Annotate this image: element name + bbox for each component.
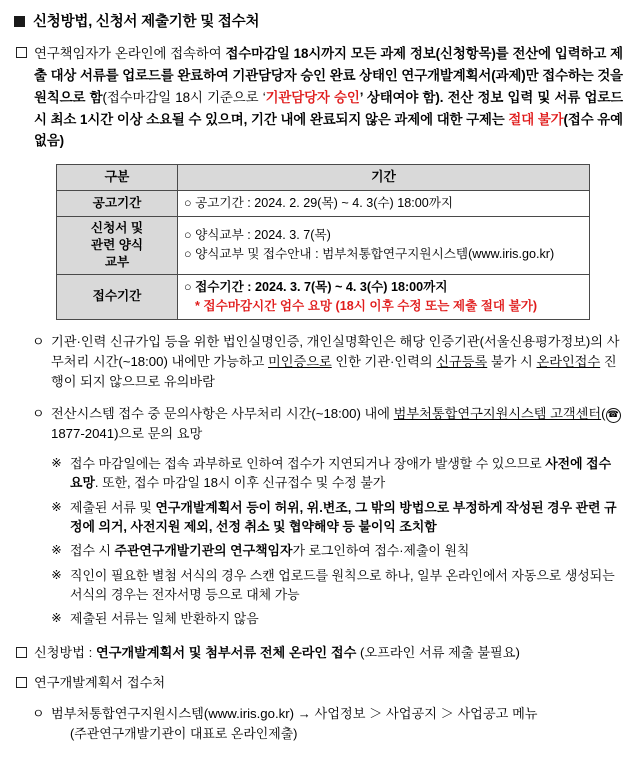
text-span: 신청방법 : <box>34 644 96 660</box>
text-span: 기관·인력 신규가입 등을 위한 법인실명인증, 개인실명확인은 해당 인증기관(서울신용평가정보)의 사무처리 시간(~18:00) 내에만 가능하고 <box>51 333 620 370</box>
text-span: 범부처통합연구지원시스템(www.iris.go.kr) → 사업정보 ＞ 사업공지 ＞ 사업공고 메뉴 <box>51 705 538 721</box>
table-cell-period <box>178 274 590 319</box>
table-cell-line: ○ 양식교부 및 접수안내 : 범부처통합연구지원시스템(www.iris.go.kr) <box>184 247 555 262</box>
checkbox-bullet-icon <box>16 47 27 58</box>
text-span: 접수마감일 18시까지 모든 과제 정보(신청항목)를 전산에 입력하고 제출 대상 서류를 업로드를 완료하여 기관담당자 승인 완료 상태인 연구개발계획서(과제)만 접수하는 것을 원칙으로 함 <box>34 46 623 105</box>
table-header-row <box>57 164 590 190</box>
asterisk-bullet-icon: ※ <box>51 543 62 558</box>
note-row <box>32 332 627 393</box>
asterisk-bullet-icon: ※ <box>51 455 62 470</box>
table-header-category: 구분 <box>57 164 178 190</box>
asterisk-note-row <box>50 566 627 605</box>
intro-paragraph <box>34 43 627 152</box>
text-span: 연구책임자가 온라인에 접속하여 <box>34 46 226 62</box>
submit-path-block <box>32 704 627 744</box>
submit-path-text <box>51 704 627 744</box>
text-span: 기관담당자 승인 <box>265 89 360 105</box>
submit-path-subnote: (주관연구개발기관이 대표로 온라인제출) <box>70 726 298 742</box>
submit-path-row <box>32 704 627 744</box>
asterisk-bullet-icon: ※ <box>51 499 62 514</box>
table-cell-line: * 접수마감시간 엄수 요망 (18시 이후 수정 또는 제출 절대 불가) <box>195 298 538 313</box>
asterisk-notes-block <box>50 454 627 629</box>
circle-bullet-icon: ㅇ <box>32 405 45 421</box>
text-span: . 또한, 접수 마감일 18시 이후 신규접수 및 수정 불가 <box>94 475 386 491</box>
asterisk-note-text <box>70 609 627 628</box>
table-row <box>57 274 590 319</box>
text-span: 불가 시 <box>487 354 537 370</box>
text-span: 신규등록 <box>436 354 488 370</box>
text-span: 사전에 접수 요망 <box>70 455 612 491</box>
asterisk-note-text <box>70 454 627 493</box>
table-cell-period <box>178 216 590 274</box>
table-body <box>57 190 590 319</box>
square-bullet-icon <box>14 16 25 27</box>
asterisk-note-text <box>70 541 627 560</box>
text-span: 절대 불가 <box>508 111 564 127</box>
text-span: 미인증으로 <box>268 354 332 370</box>
schedule-table <box>56 164 590 320</box>
text-span: 제출된 서류 및 <box>70 499 156 515</box>
table-cell-period <box>178 190 590 216</box>
text-span: 인한 기관·인력의 <box>331 354 437 370</box>
text-span: 가 로그인하여 접수·제출이 원칙 <box>292 543 470 559</box>
apply-method-text <box>34 643 627 663</box>
table-cell-category-line: 신청서 및 <box>90 220 144 235</box>
text-span: 접수 마감일에는 접속 과부하로 인하여 접수가 지연되거나 장애가 발생할 수 있으므로 <box>70 455 546 471</box>
table-cell-line: ○ 접수기간 : 2024. 3. 7(목) ~ 4. 3(수) 18:00까지 <box>184 279 448 294</box>
note-row <box>32 404 627 445</box>
asterisk-bullet-icon: ※ <box>51 611 62 626</box>
asterisk-note-row <box>50 541 627 560</box>
text-span: ( ☎1877-2041)으로 문의 요망 <box>51 405 619 442</box>
asterisk-bullet-icon: ※ <box>51 567 62 582</box>
submit-title-text: 연구개발계획서 접수처 <box>34 675 166 691</box>
text-span: (접수마감일 18시 기준으로 ‘ <box>102 89 266 105</box>
schedule-table-wrap <box>56 164 627 320</box>
text-span: (접수 유예 없음) <box>34 111 623 149</box>
table-row <box>57 190 590 216</box>
text-span: 직인이 필요한 별첨 서식의 경우 스캔 업로드를 원칙으로 하나, 일부 온라인에서 자동으로 생성되는 서식의 경우는 전자서명 등으로 대체 가능 <box>70 567 615 602</box>
text-span: (오프라인 서류 제출 불필요) <box>356 644 520 660</box>
circle-bullet-icon: ㅇ <box>32 333 45 349</box>
section-heading <box>14 12 627 33</box>
text-span: 진행이 되지 않으므로 유의바람 <box>51 354 617 390</box>
asterisk-note-row <box>50 454 627 493</box>
asterisk-note-text <box>70 498 627 537</box>
table-cell-line: ○ 양식교부 : 2024. 3. 7(목) <box>184 228 331 243</box>
circle-bullet-icon: ㅇ <box>32 705 45 721</box>
intro-paragraph-row <box>16 43 627 152</box>
apply-method-row <box>16 643 627 663</box>
phone-icon: ☎ <box>606 408 621 423</box>
table-cell-category: 공고기간 <box>57 190 178 216</box>
checkbox-bullet-icon <box>16 677 27 688</box>
table-cell-line: ○ 공고기간 : 2024. 2. 29(목) ~ 4. 3(수) 18:00까지 <box>184 195 454 210</box>
text-span: 온라인접수 <box>536 354 601 370</box>
text-span: 주관연구개발기관의 연구책임자 <box>114 543 293 559</box>
asterisk-note-text <box>70 566 627 605</box>
table-cell-category-line: 교부 <box>104 254 130 269</box>
text-span: 제출된 서류는 일체 반환하지 않음 <box>70 611 259 627</box>
submit-title-row <box>16 673 627 693</box>
text-span: 접수 시 <box>70 543 115 559</box>
note-text <box>51 404 627 445</box>
text-span: 연구개발계획서 등이 허위, 위.변조, 그 밖의 방법으로 부정하게 작성된 경우 관련 규정에 의거, 사전지원 제외, 선정 취소 및 협약해약 등 불이익 조치함 <box>70 499 617 534</box>
notes-block <box>32 332 627 445</box>
text-span: 연구개발계획서 및 첨부서류 전체 온라인 접수 <box>95 644 357 660</box>
note-text <box>51 332 627 393</box>
text-span: ’ 상태여야 함). 전산 정보 입력 및 서류 업로드 시 최소 1시간 이상 소요될 수 있으며, 기간 내에 완료되지 않은 과제에 대한 구제는 <box>34 89 624 127</box>
table-cell-category: 접수기간 <box>57 274 178 319</box>
table-cell-category <box>57 216 178 274</box>
text-span: 범부처통합연구지원시스템 고객센터 <box>393 405 602 421</box>
asterisk-note-row <box>50 609 627 628</box>
asterisk-note-row <box>50 498 627 537</box>
table-cell-category-line: 관련 양식 <box>90 237 144 252</box>
text-span: 전산시스템 접수 중 문의사항은 사무처리 시간(~18:00) 내에 <box>51 405 394 421</box>
table-row <box>57 216 590 274</box>
page-title: 신청방법, 신청서 제출기한 및 접수처 <box>33 14 260 30</box>
table-header-period: 기간 <box>178 164 590 190</box>
checkbox-bullet-icon <box>16 647 27 658</box>
